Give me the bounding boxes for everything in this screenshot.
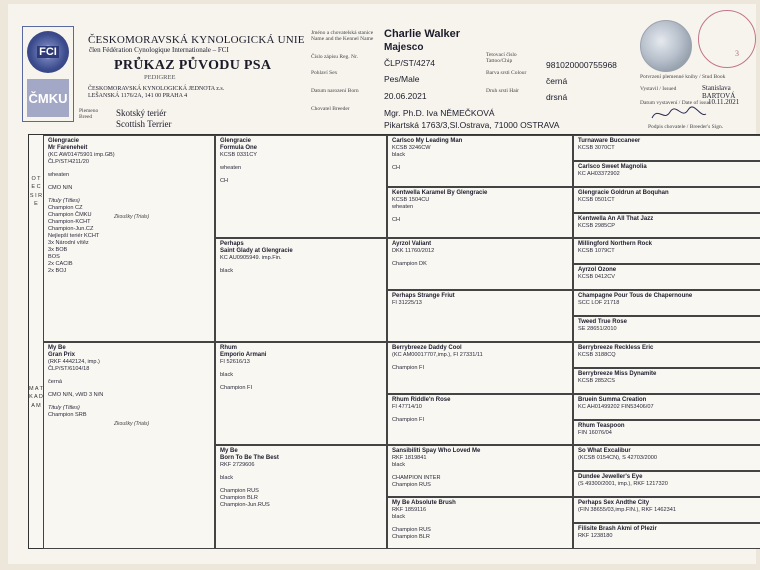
breeder-signature-icon (648, 104, 708, 124)
great-grandparent-cell: Berrybreeze Daddy Cool (KC AM00017707,imp.), FI 27331/11 Champion FI (387, 342, 573, 394)
stamp-number: 3 (735, 49, 739, 58)
gg-grandparent-cell: Champagne Pour Tous de Chapernoune SCC LOF 21718 (573, 290, 760, 316)
gg-grandparent-cell: Ayrzol Ozone KCSB 0412CV (573, 264, 760, 290)
grandparent-cell: Perhaps Saint Glady at Glengracie KC AU0905949. imp.Fin. black (215, 238, 387, 342)
grandparent-cell: Rhum Emporio Armani FI 52616/13 black Champion FI (215, 342, 387, 445)
grandparent-cell: Glengracie Formula One KCSB 0331CY wheaten CH (215, 135, 387, 238)
grandparent-cell: My Be Born To Be The Best RKF 2729606 black Champion RUS Champion BLR Champion-Jun.RUS (215, 445, 387, 549)
pedigree-table (28, 134, 760, 549)
gg-grandparent-cell: Glengracie Goldrun at Boquhan KCSB 0501CT (573, 187, 760, 213)
reg-label: Číslo zápisu Reg. Nr. (311, 54, 358, 60)
fci-cmku-logo (22, 26, 74, 122)
issued-label: Vystavil / Issued (640, 86, 677, 92)
breed-value: Skotský teriér Scottish Terrier (116, 108, 172, 129)
gg-grandparent-cell: Carlsco Sweet Magnolia KC AH03372902 (573, 161, 760, 187)
hologram-seal-icon (640, 20, 692, 72)
colour-label: Barva srsti Colour (486, 70, 527, 76)
gg-grandparent-cell: Millingford Northern Rock KCSB 1079CT (573, 238, 760, 264)
org-title: ČESKOMORAVSKÁ KYNOLOGICKÁ UNIE (88, 34, 305, 46)
name-label: Jméno a chovatelská stanice Name and the Kennel Name (311, 30, 374, 43)
great-grandparent-cell: Perhaps Strange Friut FI 31225/13 (387, 290, 573, 342)
document-title: PRŮKAZ PŮVODU PSA (114, 58, 272, 73)
reg-number: ČLP/ST/4274 (384, 58, 436, 68)
date-of-birth: 20.06.2021 (384, 91, 427, 101)
gg-grandparent-cell: Perhaps Sex Andthe City (FIN 38655/03,imp.FIN.), RKF 1462341 (573, 497, 760, 523)
dog-sex: Pes/Male (384, 74, 420, 84)
issue-date: 10.11.2021 (708, 98, 740, 106)
dam-side-label: M A T K A D A M (29, 386, 43, 409)
document-subtitle: PEDIGREE (144, 74, 176, 81)
coat-hair: drsná (546, 92, 568, 102)
breeder-address: Pikartská 1763/3,Sl.Ostrava, 71000 OSTRAVA (384, 120, 560, 130)
great-grandparent-cell: Rhum Riddle'n Rose FI 47714/10 Champion FI (387, 394, 573, 445)
chip-number: 981020000755968 (546, 60, 617, 70)
pedigree-document (8, 4, 756, 564)
gg-grandparent-cell: Kentwella An All That Jazz KCSB 2985CP (573, 213, 760, 238)
dog-name: Charlie Walker (384, 28, 461, 40)
cmku-emblem-icon: ČMKU (27, 79, 69, 117)
gg-grandparent-cell: Bruein Summa Creation KC AH01499202 FIN53406/07 (573, 394, 760, 420)
breed-label: Plemeno Breed (79, 108, 99, 121)
parent-sire: Glengracie Mr Fareneheit (KC AW01475901 imp.GB) ČLP/ST/4211/20 wheaten CMO N/N Tituly (Titles) Zkoušky (Trials) Champion CZ Champion ČMKU Champion-KCHT Champion-Jun.CZ Nejlepší teriér KCHT 3x Národní vítěz 3x BOB BOS 2x CACIB 2x BOJ (43, 135, 215, 342)
club-address: LEŠANSKÁ 1176/2A, 141 00 PRAHA 4 (88, 93, 188, 99)
parent-dam: My Be Gran Prix (RKF 4442124, imp.) ČLP/ST/6104/18 černá CMO N/N, vWD 3 N/N Tituly (Titles) Zkoušky (Trials) Champion SRB (43, 342, 215, 549)
gg-grandparent-cell: So What Excalibur (KCSB 0154CN), S 42703/2000 (573, 445, 760, 471)
gg-grandparent-cell: Filisite Brash Akmi of Plezir RKF 1238180 (573, 523, 760, 549)
stud-book-label: Potvrzení plemenné knihy / Stud Book (640, 74, 726, 80)
breeder-name: Mgr. Ph.D. Iva NĚMEČKOVÁ (384, 108, 495, 118)
gg-grandparent-cell: Turnaware Buccaneer KCSB 3070CT (573, 135, 760, 161)
dog-kennel: Majesco (384, 42, 424, 53)
sex-label: Pohlaví Sex (311, 70, 338, 76)
club-name: ČESKOMORAVSKÁ KYNOLOGICKÁ JEDNOTA z.s. (88, 86, 225, 92)
gg-grandparent-cell: Berrybreeze Miss Dynamite KCSB 2852CS (573, 368, 760, 394)
issue-date-label: Datum vystavení / Date of issue (640, 100, 711, 106)
gg-grandparent-cell: Dundee Jeweller's Eye (S 49300/2001, imp.), RKF 1217320 (573, 471, 760, 497)
gg-grandparent-cell: Tweed True Rose SE 28651/2010 (573, 316, 760, 342)
chip-label: Tetovací číslo Tattoo/Chip (486, 52, 517, 65)
hair-label: Druh srsti Hair (486, 88, 519, 94)
great-grandparent-cell: My Be Absolute Brush RKF 1859116 black Champion RUS Champion BLR (387, 497, 573, 549)
gg-grandparent-cell: Berrybreeze Reckless Eric KCSB 3188CQ (573, 342, 760, 368)
breeder-label: Chovatel Breeder (311, 106, 350, 112)
sire-side-label: O T E C S I R E (29, 176, 43, 207)
dob-label: Datum narození Born (311, 88, 359, 94)
great-grandparent-cell: Carlsco My Leading Man KCSB 3246CW black CH (387, 135, 573, 187)
org-member: člen Fédération Cynologique Internationale – FCI (89, 46, 229, 54)
gg-grandparent-cell: Rhum Teaspoon FIN 16076/04 (573, 420, 760, 445)
great-grandparent-cell: Sansibiliti Spay Who Loved Me RKF 1819841 black CHAMPION INTER Champion RUS (387, 445, 573, 497)
fci-emblem-icon: FCI (27, 31, 69, 73)
issued-by: Stanislava BARTOVÁ (702, 84, 736, 100)
great-grandparent-cell: Ayrzol Valiant DKK 11760/2012 Champion DK (387, 238, 573, 290)
great-grandparent-cell: Kentwella Karamel By Glengracie KCSB 1504CU wheaten CH (387, 187, 573, 238)
signature-label: Podpis chovatele / Breeder's Sign. (648, 124, 724, 130)
coat-colour: černá (546, 76, 568, 86)
official-stamp-icon (698, 10, 756, 68)
